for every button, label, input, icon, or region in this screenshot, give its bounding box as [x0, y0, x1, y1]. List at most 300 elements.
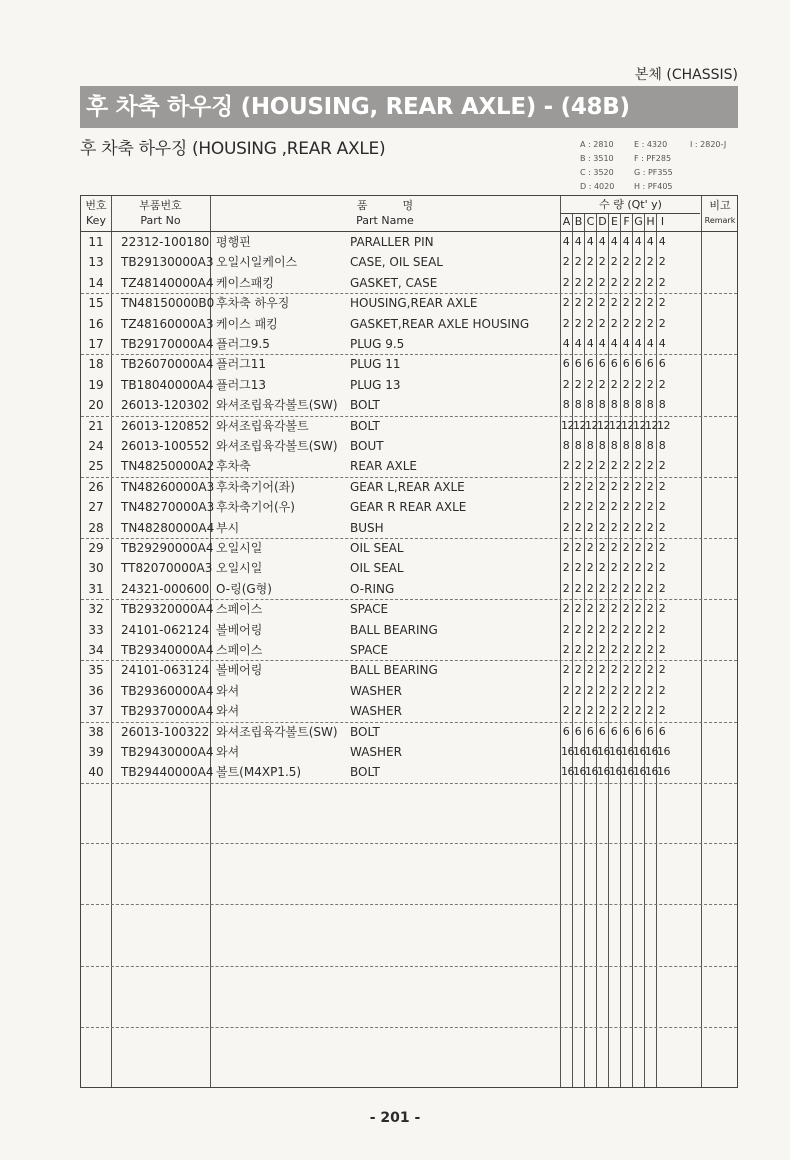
part-name-cell: SPACE — [350, 602, 389, 617]
qty-cell: 2 — [562, 377, 570, 391]
legend-entry: H : PF405 — [634, 182, 673, 191]
qty-cell: 2 — [622, 683, 630, 697]
qty-cell: 2 — [622, 316, 630, 330]
qty-cell: 12 — [573, 418, 586, 432]
qty-cell: 2 — [622, 622, 630, 636]
qty-cell: 2 — [574, 663, 582, 677]
qty-cell: 2 — [658, 561, 666, 575]
part-no-cell: 26013-120852 — [121, 418, 210, 433]
qty-cell: 2 — [658, 275, 666, 289]
korean-name-cell: 오일시일 — [216, 541, 263, 555]
qty-cell: 2 — [598, 255, 606, 269]
qty-cell: 2 — [574, 643, 582, 656]
qty-cell: 2 — [646, 704, 654, 718]
qty-cell: 2 — [586, 663, 594, 677]
part-name-cell: BOLT — [350, 418, 380, 433]
korean-name-cell: 평행핀 — [216, 235, 251, 249]
qty-cell: 2 — [586, 316, 594, 330]
row-group-divider — [81, 477, 737, 478]
model-header: C — [586, 215, 595, 228]
qty-cell: 2 — [622, 602, 630, 616]
key-cell: 16 — [88, 316, 104, 331]
qty-cell: 2 — [646, 541, 654, 554]
qty-cell: 2 — [574, 581, 582, 595]
qty-cell: 2 — [658, 663, 666, 677]
qty-cell: 2 — [658, 316, 666, 330]
qty-cell: 16 — [645, 745, 658, 758]
qty-cell: 2 — [586, 704, 594, 718]
part-name-cell: WASHER — [350, 683, 402, 698]
key-cell: 15 — [88, 296, 104, 311]
qty-cell: 16 — [633, 765, 646, 779]
qty-cell: 2 — [598, 316, 606, 330]
qty-cell: 2 — [610, 377, 618, 391]
qty-cell: 8 — [610, 439, 618, 452]
qty-cell: 2 — [634, 275, 642, 289]
qty-cell: 2 — [598, 459, 606, 473]
qty-cell: 2 — [634, 683, 642, 697]
qty-cell: 2 — [658, 459, 666, 473]
key-cell: 21 — [88, 418, 104, 433]
qty-cell: 2 — [622, 275, 630, 289]
qty-cell: 2 — [610, 479, 618, 493]
qty-cell: 2 — [634, 663, 642, 677]
korean-name-cell: 플러그9.5 — [216, 337, 270, 351]
qty-cell: 6 — [634, 357, 642, 371]
row-group-divider — [81, 538, 737, 539]
row-group-divider — [81, 843, 737, 844]
qty-cell: 2 — [634, 561, 642, 575]
qty-cell: 2 — [634, 622, 642, 636]
part-name-cell: BOLT — [350, 765, 380, 780]
part-no-cell: TB29290000A4 — [121, 541, 214, 555]
qty-cell: 2 — [586, 520, 594, 534]
part-no-cell: TB29370000A4 — [121, 704, 214, 719]
row-group-divider — [81, 416, 737, 417]
qty-cell: 6 — [574, 357, 582, 371]
qty-cell: 6 — [562, 357, 570, 371]
row-group-divider — [81, 904, 737, 905]
qty-cell: 6 — [658, 724, 666, 738]
key-cell: 11 — [88, 235, 104, 249]
qty-cell: 6 — [622, 357, 630, 371]
qty-cell: 2 — [622, 704, 630, 718]
qty-cell: 8 — [646, 439, 654, 452]
qty-cell: 2 — [610, 581, 618, 595]
qty-cell: 2 — [610, 663, 618, 677]
qty-cell: 2 — [574, 459, 582, 473]
korean-name-cell: 와셔조립육각볼트(SW) — [216, 398, 338, 413]
remark-header-ko: 비고 — [709, 199, 731, 212]
table-row — [81, 681, 737, 701]
qty-cell: 2 — [586, 561, 594, 575]
qty-cell: 2 — [658, 520, 666, 534]
legend-entry: F : PF285 — [634, 154, 672, 163]
qty-cell: 12 — [645, 418, 658, 432]
qty-cell: 2 — [622, 663, 630, 677]
legend-entry: B : 3510 — [580, 154, 614, 163]
row-group-divider — [81, 966, 737, 967]
qty-cell: 2 — [586, 275, 594, 289]
qty-cell: 2 — [646, 683, 654, 697]
qty-cell: 2 — [562, 296, 570, 310]
qty-cell: 6 — [598, 724, 606, 738]
qty-cell: 2 — [586, 479, 594, 493]
parts-table — [80, 195, 738, 1088]
qty-cell: 2 — [574, 704, 582, 718]
qty-cell: 4 — [610, 235, 618, 248]
qty-cell: 16 — [561, 745, 574, 758]
qty-cell: 2 — [622, 520, 630, 534]
qty-cell: 2 — [562, 275, 570, 289]
qty-cell: 12 — [621, 418, 634, 432]
qty-cell: 2 — [622, 541, 630, 554]
qty-cell: 16 — [585, 745, 598, 758]
qty-cell: 16 — [573, 765, 586, 779]
qty-cell: 4 — [646, 235, 654, 248]
subtitle: 후 차축 하우징 (HOUSING ,REAR AXLE) — [80, 139, 386, 159]
qty-cell: 2 — [586, 377, 594, 391]
qty-cell: 2 — [574, 520, 582, 534]
qty-cell: 2 — [562, 500, 570, 514]
qty-cell: 2 — [646, 459, 654, 473]
korean-name-cell: 볼베어링 — [216, 663, 263, 678]
qty-cell: 2 — [622, 500, 630, 514]
model-header: A — [562, 215, 571, 228]
part-no-cell: TB29360000A4 — [121, 683, 214, 698]
part-no-cell: TB26070000A4 — [121, 357, 214, 372]
table-row — [81, 375, 737, 395]
qty-cell: 2 — [622, 643, 630, 656]
model-legend-col3 — [690, 138, 726, 152]
part-no-cell: 26013-100552 — [121, 439, 210, 453]
model-header: H — [646, 215, 655, 228]
qty-cell: 2 — [646, 581, 654, 595]
qty-cell: 2 — [574, 275, 582, 289]
part-name-cell: CASE, OIL SEAL — [350, 255, 443, 270]
part-no-header-ko: 부품번호 — [139, 199, 182, 212]
qty-cell: 2 — [646, 602, 654, 616]
qty-cell: 2 — [646, 255, 654, 269]
qty-cell: 6 — [610, 357, 618, 371]
qty-cell: 2 — [586, 255, 594, 269]
part-no-cell: TB29430000A4 — [121, 745, 214, 759]
qty-cell: 2 — [646, 479, 654, 493]
key-cell: 34 — [88, 643, 104, 657]
row-group-divider — [81, 293, 737, 294]
qty-cell: 8 — [634, 439, 642, 452]
korean-name-cell: 와셔 — [216, 683, 240, 698]
qty-cell: 2 — [586, 643, 594, 656]
qty-cell: 2 — [586, 459, 594, 473]
key-cell: 38 — [88, 724, 104, 739]
qty-cell: 16 — [645, 765, 658, 779]
table-row — [81, 762, 737, 782]
section-label: 본체 (CHASSIS) — [634, 67, 738, 83]
table-row — [81, 701, 737, 721]
row-group-divider — [81, 599, 737, 600]
part-name-cell: BALL BEARING — [350, 622, 438, 637]
qty-cell: 6 — [622, 724, 630, 738]
legend-entry: A : 2810 — [580, 140, 614, 149]
model-header: F — [623, 215, 630, 228]
qty-cell: 2 — [622, 479, 630, 493]
qty-cell: 2 — [634, 704, 642, 718]
korean-name-cell: 후차축 — [216, 459, 251, 474]
qty-cell: 4 — [562, 337, 570, 350]
korean-name-cell: 플러그13 — [216, 377, 267, 392]
qty-cell: 4 — [622, 337, 630, 350]
key-cell: 31 — [88, 581, 104, 596]
key-cell: 32 — [88, 602, 104, 617]
qty-cell: 2 — [658, 704, 666, 718]
qty-cell: 2 — [610, 541, 618, 554]
korean-name-cell: 후차축 하우징 — [216, 296, 290, 311]
model-legend-col1 — [580, 138, 614, 194]
qty-cell: 16 — [585, 765, 598, 779]
qty-cell: 4 — [574, 235, 582, 248]
part-no-cell: 26013-100322 — [121, 724, 210, 739]
qty-cell: 2 — [658, 622, 666, 636]
qty-cell: 2 — [634, 377, 642, 391]
qty-cell: 2 — [598, 683, 606, 697]
qty-cell: 4 — [586, 235, 594, 248]
part-no-cell: TN48250000A2 — [121, 459, 215, 474]
qty-cell: 2 — [586, 683, 594, 697]
part-name-cell: GEAR R REAR AXLE — [350, 500, 467, 515]
part-no-cell: TZ48140000A4 — [121, 275, 214, 290]
row-group-divider — [81, 722, 737, 723]
qty-cell: 2 — [610, 561, 618, 575]
part-no-cell: TB29440000A4 — [121, 765, 214, 780]
table-row — [81, 640, 737, 660]
key-cell: 36 — [88, 683, 104, 698]
qty-cell: 2 — [598, 500, 606, 514]
part-no-cell: TN48260000A3 — [121, 479, 215, 494]
korean-name-cell: 와셔조립육각볼트(SW) — [216, 724, 338, 739]
part-name-cell: WASHER — [350, 704, 402, 719]
model-header: E — [611, 215, 618, 228]
qty-cell: 2 — [610, 275, 618, 289]
qty-cell: 2 — [598, 520, 606, 534]
qty-cell: 8 — [574, 398, 582, 412]
part-no-cell: TN48280000A4 — [121, 520, 215, 535]
key-cell: 35 — [88, 663, 104, 678]
korean-name-cell: 후차축기어(좌) — [216, 479, 295, 494]
table-row — [81, 436, 737, 456]
part-name-cell: PLUG 13 — [350, 377, 401, 392]
qty-cell: 2 — [562, 643, 570, 656]
part-no-cell: TB29340000A4 — [121, 643, 214, 657]
qty-cell: 6 — [562, 724, 570, 738]
qty-cell: 2 — [598, 663, 606, 677]
part-name-header-ko: 품 명 — [356, 199, 414, 212]
qty-cell: 12 — [633, 418, 646, 432]
part-name-cell: BOUT — [350, 439, 384, 453]
part-name-cell: GASKET,REAR AXLE HOUSING — [350, 316, 530, 331]
qty-cell: 2 — [562, 561, 570, 575]
qty-cell: 2 — [586, 296, 594, 310]
key-header — [81, 198, 111, 228]
korean-name-cell: O-링(G형) — [216, 581, 272, 596]
part-name-cell: PLUG 11 — [350, 357, 401, 372]
qty-cell: 2 — [598, 704, 606, 718]
table-row — [81, 599, 737, 619]
qty-cell: 6 — [646, 357, 654, 371]
qty-cell: 8 — [646, 398, 654, 412]
key-cell: 18 — [88, 357, 104, 372]
qty-cell: 2 — [598, 622, 606, 636]
qty-cell: 2 — [634, 581, 642, 595]
table-row — [81, 456, 737, 476]
part-name-cell: BOLT — [350, 724, 380, 739]
qty-cell: 2 — [610, 602, 618, 616]
qty-cell: 2 — [658, 683, 666, 697]
qty-cell: 2 — [658, 255, 666, 269]
qty-cell: 6 — [610, 724, 618, 738]
qty-cell: 2 — [562, 602, 570, 616]
qty-cell: 2 — [598, 479, 606, 493]
banner-title: 후 차축 하우징 (HOUSING, REAR AXLE) - (48B) — [80, 86, 738, 128]
qty-cell: 2 — [622, 581, 630, 595]
key-cell: 20 — [88, 398, 104, 413]
qty-cell: 2 — [562, 581, 570, 595]
key-header-en: Key — [86, 214, 106, 227]
qty-cell: 4 — [634, 235, 642, 248]
part-no-cell: TB18040000A4 — [121, 377, 214, 392]
qty-cell: 2 — [634, 459, 642, 473]
qty-cell: 2 — [646, 622, 654, 636]
table-row — [81, 497, 737, 517]
qty-cell: 2 — [610, 255, 618, 269]
qty-cell: 2 — [634, 602, 642, 616]
qty-cell: 2 — [598, 275, 606, 289]
korean-name-cell: 와셔 — [216, 745, 240, 759]
qty-cell: 8 — [610, 398, 618, 412]
qty-cell: 12 — [657, 418, 670, 432]
qty-cell: 2 — [622, 255, 630, 269]
qty-cell: 2 — [622, 296, 630, 310]
part-name-cell: GASKET, CASE — [350, 275, 438, 290]
qty-cell: 2 — [634, 643, 642, 656]
qty-cell: 16 — [561, 765, 574, 779]
model-header: G — [634, 215, 643, 228]
qty-cell: 2 — [634, 500, 642, 514]
part-name-cell: OIL SEAL — [350, 561, 404, 576]
row-group-divider — [81, 783, 737, 784]
key-cell: 28 — [88, 520, 104, 535]
part-no-cell: TB29170000A4 — [121, 337, 214, 351]
key-cell: 33 — [88, 622, 104, 637]
qty-cell: 2 — [574, 602, 582, 616]
qty-cell: 6 — [646, 724, 654, 738]
qty-cell: 2 — [574, 622, 582, 636]
qty-cell: 16 — [657, 765, 670, 779]
qty-cell: 8 — [574, 439, 582, 452]
qty-cell: 2 — [586, 581, 594, 595]
qty-cell: 2 — [574, 500, 582, 514]
korean-name-cell: 케이스 패킹 — [216, 316, 278, 331]
qty-cell: 2 — [646, 663, 654, 677]
qty-cell: 12 — [585, 418, 598, 432]
qty-cell: 16 — [657, 745, 670, 758]
korean-name-cell: 와셔 — [216, 704, 240, 719]
qty-cell: 2 — [562, 622, 570, 636]
part-name-cell: REAR AXLE — [350, 459, 417, 474]
qty-cell: 8 — [586, 439, 594, 452]
part-no-cell: TT82070000A3 — [121, 561, 213, 576]
qty-cell: 2 — [622, 561, 630, 575]
part-no-cell: 22312-100180 — [121, 235, 210, 249]
key-cell: 39 — [88, 745, 104, 759]
qty-cell: 16 — [609, 745, 622, 758]
qty-cell: 2 — [574, 316, 582, 330]
qty-cell: 4 — [598, 337, 606, 350]
qty-header: 수 량 (Qt' y) — [599, 198, 662, 211]
part-name-cell: HOUSING,REAR AXLE — [350, 296, 478, 311]
table-row — [81, 314, 737, 334]
row-group-divider — [81, 1027, 737, 1028]
part-name-cell: BUSH — [350, 520, 384, 535]
korean-name-cell: 후차축기어(우) — [216, 500, 295, 515]
model-header: B — [574, 215, 583, 228]
qty-cell: 12 — [561, 418, 574, 432]
qty-cell: 2 — [562, 520, 570, 534]
qty-cell: 2 — [610, 704, 618, 718]
qty-cell: 2 — [646, 500, 654, 514]
part-name-cell: BOLT — [350, 398, 380, 413]
qty-cell: 4 — [598, 235, 606, 248]
qty-cell: 2 — [598, 377, 606, 391]
qty-cell: 6 — [586, 724, 594, 738]
qty-cell: 2 — [634, 479, 642, 493]
part-no-cell: 24101-063124 — [121, 663, 210, 678]
qty-cell: 2 — [634, 541, 642, 554]
table-row — [81, 334, 737, 354]
key-cell: 14 — [88, 275, 104, 290]
qty-cell: 2 — [634, 255, 642, 269]
remark-header — [701, 198, 739, 228]
qty-cell: 4 — [610, 337, 618, 350]
key-cell: 25 — [88, 459, 104, 474]
row-group-divider — [81, 354, 737, 355]
legend-entry: E : 4320 — [634, 140, 668, 149]
part-no-cell: 24321-000600 — [121, 581, 210, 596]
part-name-header-en: Part Name — [356, 214, 414, 227]
qty-cell: 8 — [562, 398, 570, 412]
qty-cell: 2 — [598, 541, 606, 554]
qty-cell: 2 — [646, 316, 654, 330]
korean-name-cell: 플러그11 — [216, 357, 267, 372]
table-row — [81, 518, 737, 538]
table-row — [81, 232, 737, 252]
qty-cell: 2 — [634, 296, 642, 310]
qty-cell: 4 — [658, 235, 666, 248]
qty-cell: 2 — [658, 296, 666, 310]
qty-cell: 2 — [586, 541, 594, 554]
key-cell: 19 — [88, 377, 104, 392]
qty-cell: 8 — [598, 398, 606, 412]
qty-cell: 2 — [658, 377, 666, 391]
table-row — [81, 395, 737, 415]
part-name-cell: WASHER — [350, 745, 402, 759]
qty-cell: 2 — [586, 622, 594, 636]
qty-cell: 2 — [598, 602, 606, 616]
qty-cell: 2 — [598, 581, 606, 595]
qty-cell: 2 — [658, 581, 666, 595]
key-cell: 26 — [88, 479, 104, 494]
table-row — [81, 252, 737, 272]
